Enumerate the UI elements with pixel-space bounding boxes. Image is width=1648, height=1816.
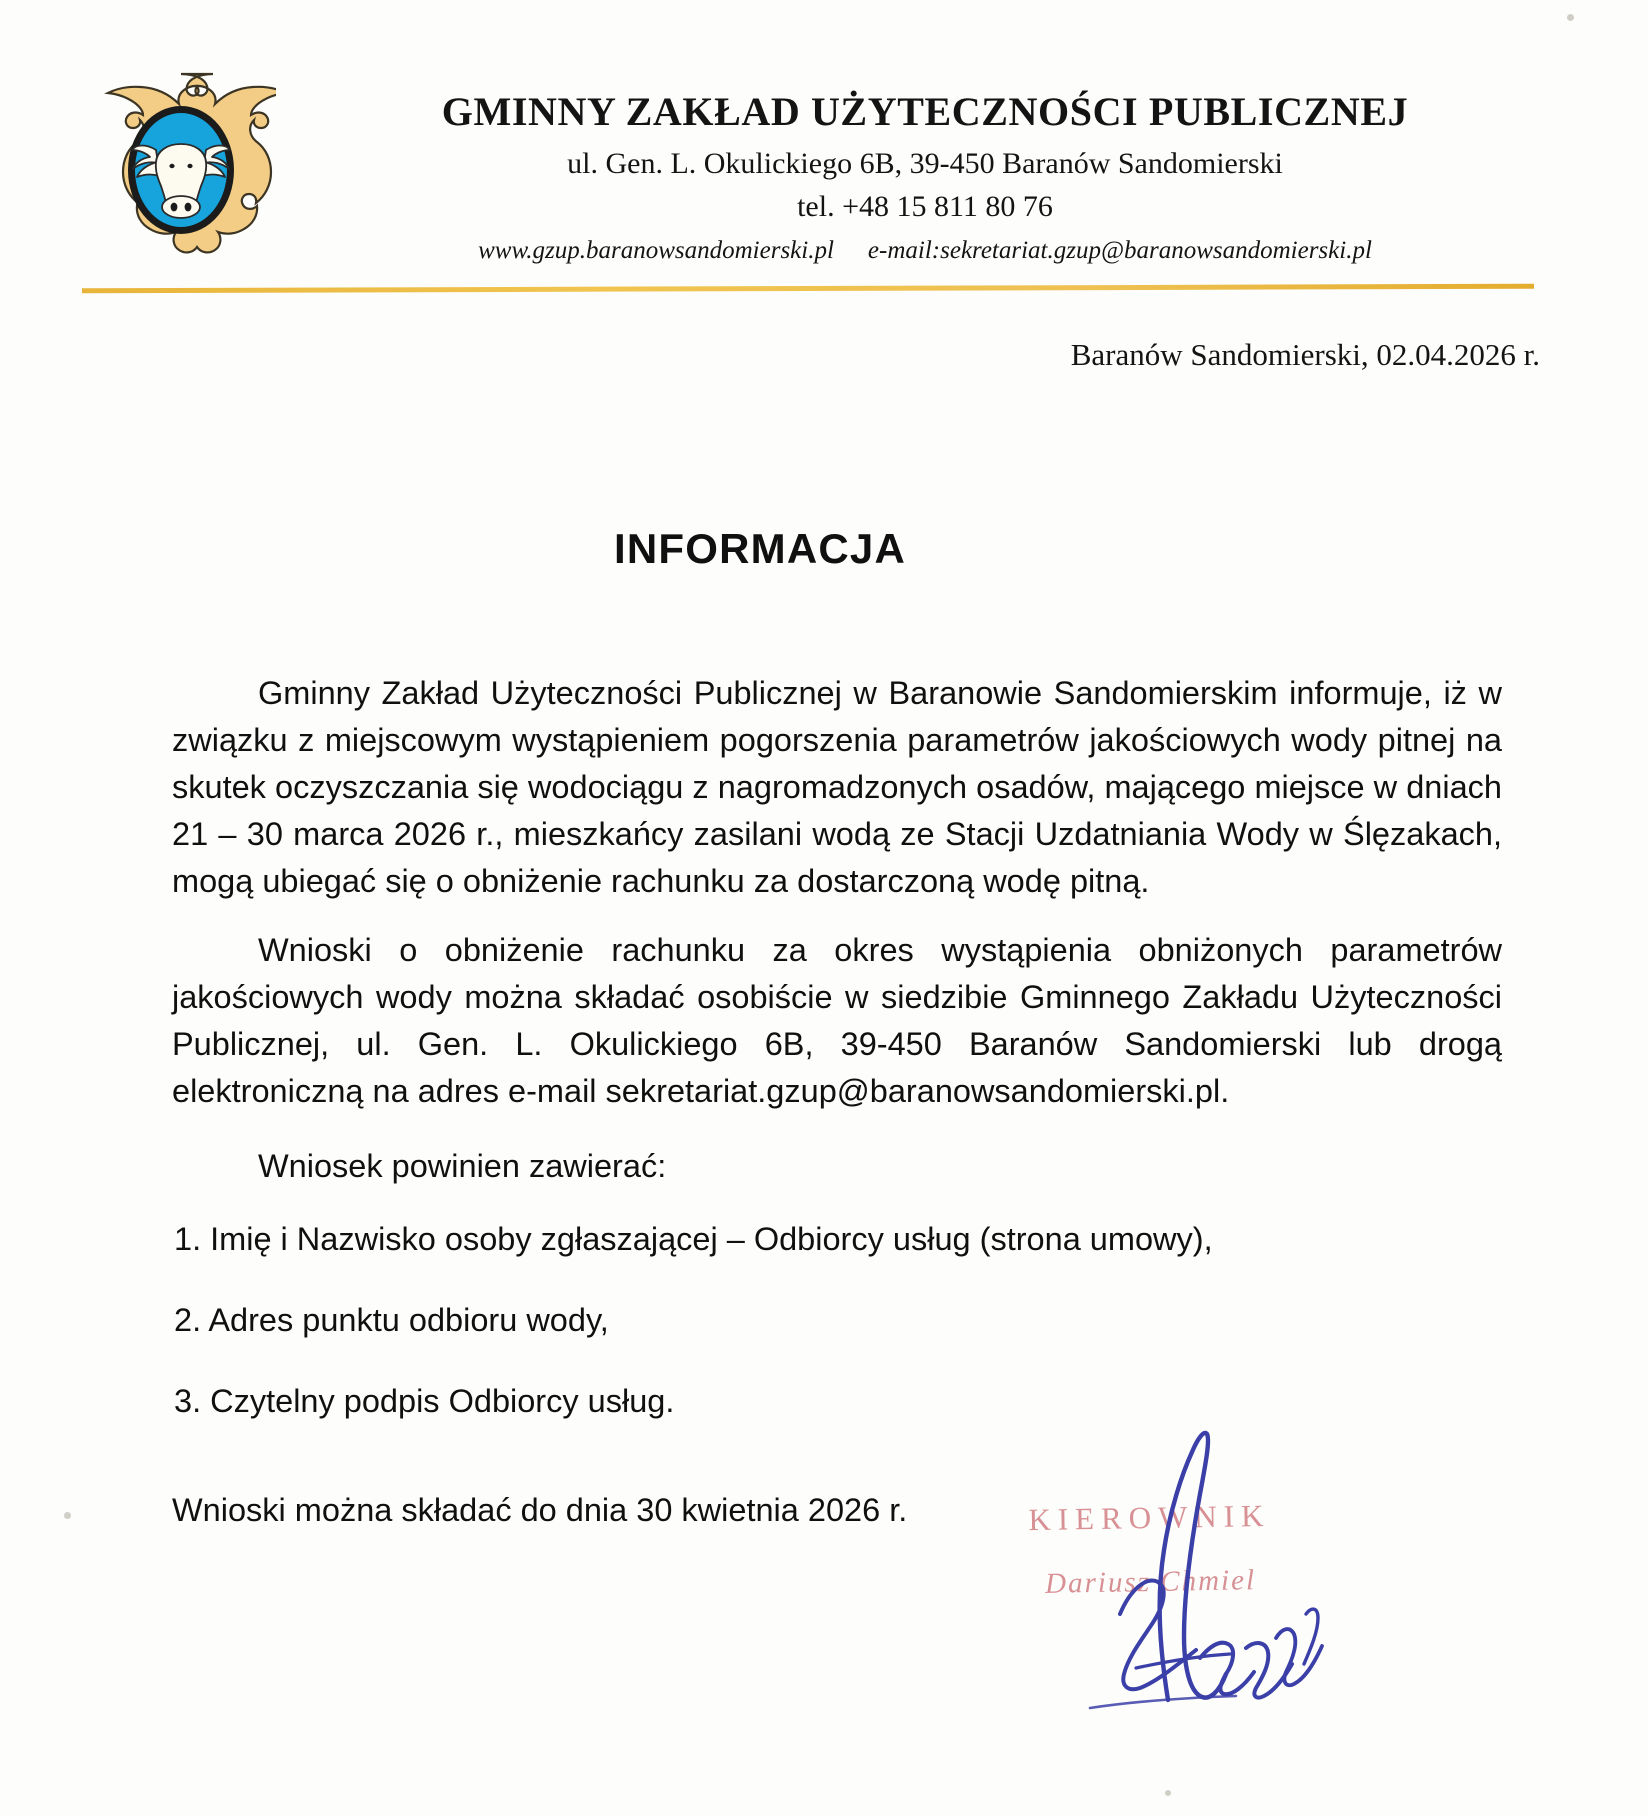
signature-block (1000, 1440, 1500, 1770)
requirements-intro: Wniosek powinien zawierać: (258, 1148, 667, 1184)
scan-speck (64, 1512, 71, 1519)
organization-contact-line (290, 237, 1560, 265)
place-and-date: Baranów Sandomierski, 02.04.2026 r. (1070, 337, 1540, 372)
baranow-sandomierski-coat-of-arms-icon (86, 62, 276, 282)
list-item: 3. Czytelny podpis Odbiorcy usług. (174, 1383, 675, 1419)
handwritten-signature-icon (1060, 1400, 1360, 1730)
organization-phone: tel. +48 15 811 80 76 (797, 190, 1053, 223)
page-title: INFORMACJA (614, 525, 906, 572)
stamp-name: Dariusz Chmiel (1044, 1564, 1257, 1600)
list-item: 1. Imię i Nazwisko osoby zgłaszającej – Odbiorcy usług (strona umowy), (174, 1221, 1213, 1257)
requirements-list (172, 1216, 1502, 1425)
organization-address: ul. Gen. L. Okulickiego 6B, 39-450 Baranów Sandomierski (567, 147, 1283, 180)
letterhead (0, 0, 1648, 300)
organization-name: GMINNY ZAKŁAD UŻYTECZNOŚCI PUBLICZNEJ (441, 89, 1409, 134)
stamp-role: KIEROWNIK (1028, 1497, 1271, 1538)
paragraph-2: Wnioski o obniżenie rachunku za okres wystąpienia obniżonych parametrów jakościowych wody można składać osobiście w siedzibie Gminnego Zakładu Użyteczności Publicznej, ul. Gen. L. Okulickiego 6B, 39-450 Baranów Sandomierski lub drogą elektroniczną na adres e-mail sekretariat.gzup@baranowsandomierski.pl. (172, 932, 1502, 1109)
organization-email[interactable]: e-mail:sekretariat.gzup@baranowsandomierski.pl (867, 237, 1372, 264)
organization-header (290, 88, 1560, 265)
scan-speck (1165, 1790, 1171, 1796)
organization-website[interactable]: www.gzup.baranowsandomierski.pl (478, 237, 834, 264)
letterhead-divider (82, 284, 1534, 294)
list-item: 2. Adres punktu odbioru wody, (174, 1302, 609, 1338)
submission-deadline: Wnioski można składać do dnia 30 kwietnia 2026 r. (172, 1492, 908, 1528)
paragraph-1: Gminny Zakład Użyteczności Publicznej w Baranowie Sandomierskim informuje, iż w związku z miejscowym wystąpieniem pogorszenia parametrów jakościowych wody pitnej na skutek oczyszczania się wodociągu z nagromadzonych osadów, mającego miejsce w dniach 21 – 30 marca 2026 r., mieszkańcy zasilani wodą ze Stacji Uzdatniania Wody w Ślęzakach, mogą ubiegać się o obniżenie rachunku za dostarczoną wodę pitną. (172, 675, 1502, 899)
